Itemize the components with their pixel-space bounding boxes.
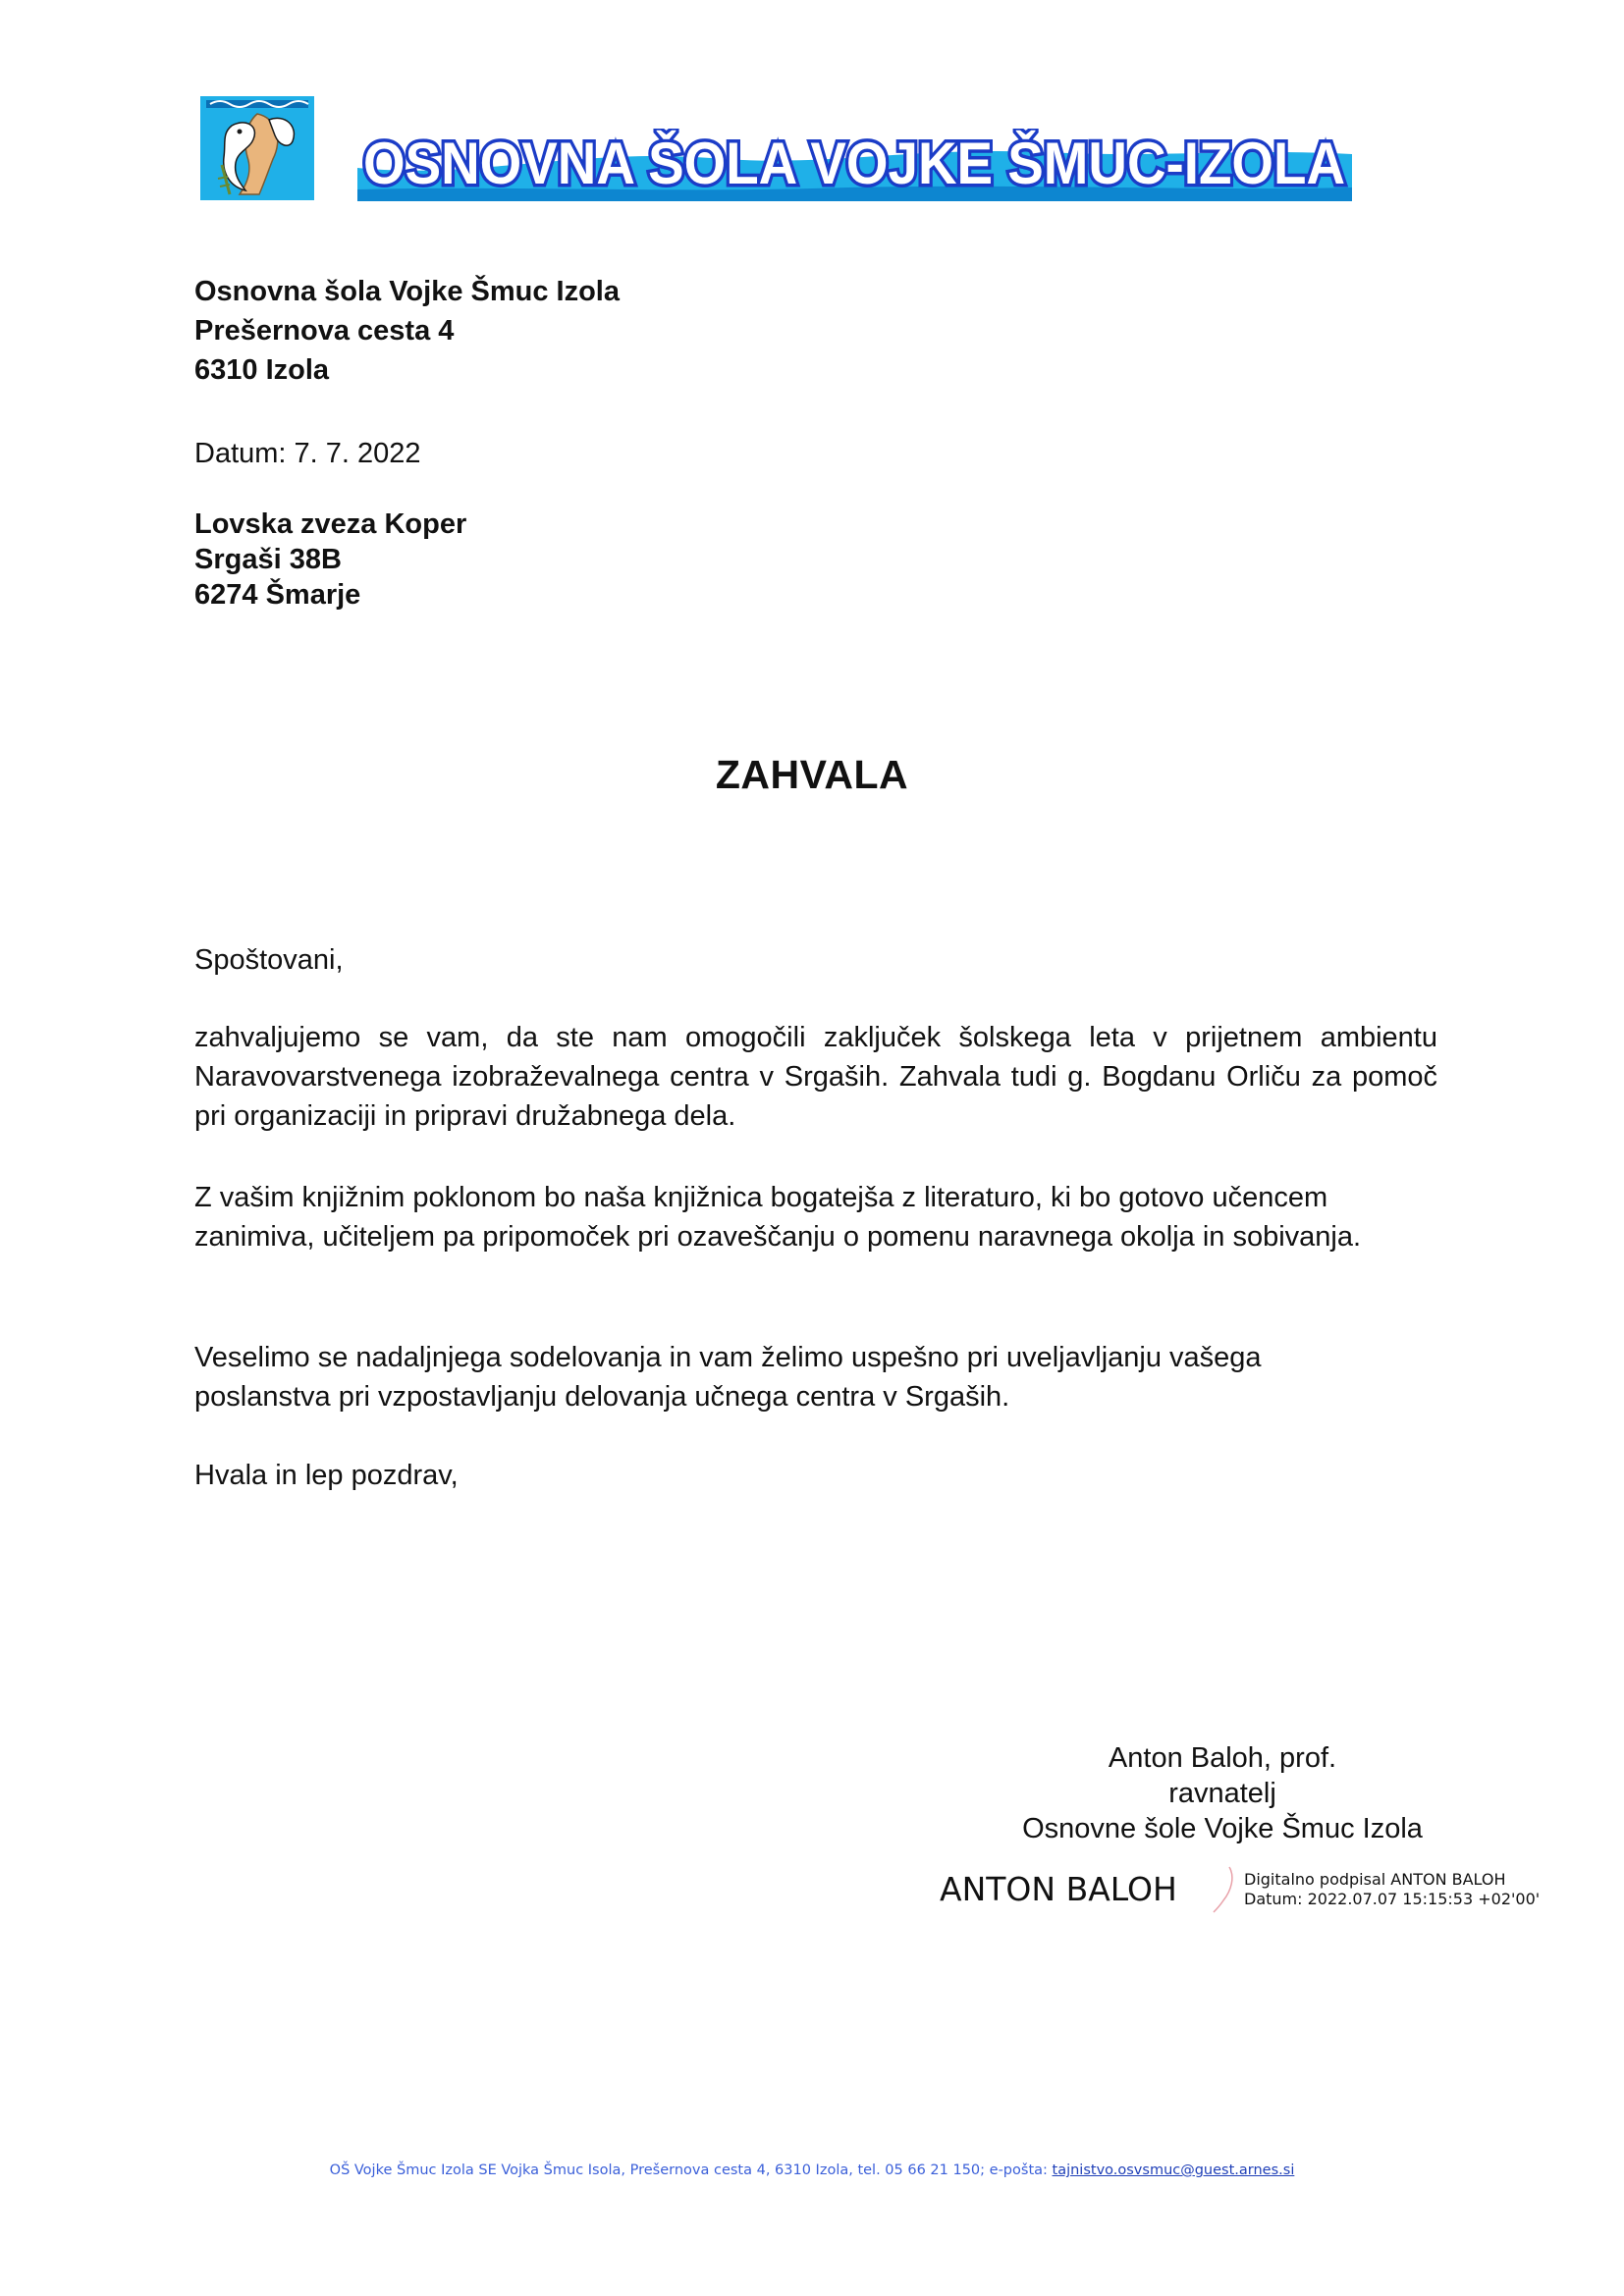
digital-signed-by: Digitalno podpisal ANTON BALOH [1244,1870,1506,1889]
salutation: Spoštovani, [194,944,344,976]
recipient-line: Lovska zveza Koper [194,508,467,540]
body-paragraph [194,1338,1437,1416]
paragraph-line: poslanstva pri vzpostavljanju delovanja učnega centra v Srgaših. [194,1381,1010,1413]
recipient-line: 6274 Šmarje [194,579,361,611]
signer-block [992,1740,1453,1846]
body-paragraph [194,1178,1437,1256]
school-name-banner [357,129,1352,201]
signer-role: ravnatelj [1168,1778,1276,1809]
signer-name: Anton Baloh, prof. [1108,1742,1337,1774]
sender-address [194,272,620,390]
banner-text: OSNOVNA ŠOLA VOJKE ŠMUC-IZOLA [363,131,1345,196]
signature-stroke-icon [1212,1865,1237,1914]
digital-signature-info [1244,1870,1540,1909]
sender-line: 6310 Izola [194,354,330,386]
sender-line: Osnovna šola Vojke Šmuc Izola [194,276,620,307]
closing-line: Hvala in lep pozdrav, [194,1460,459,1491]
body-paragraph: zahvaljujemo se vam, da ste nam omogočili zaključek šolskega leta v prijetnem ambientu Naravovarstvenega izobraževalnega centra v Srgaših. Zahvala tudi g. Bogdanu Orliču za pomoč pri organizaciji in pripravi družabnega dela. [194,1022,1437,1132]
paragraph-line: zanimiva, učiteljem pa pripomoček pri ozaveščanju o pomenu naravnega okolja in sobivanja. [194,1221,1362,1253]
letter-title: ZAHVALA [715,752,909,797]
paragraph-line: Veselimo se nadaljnjega sodelovanja in vam želimo uspešno pri uveljavljanju vašega [194,1342,1262,1373]
footer [0,2163,1624,2178]
digital-signature-name: ANTON BALOH [940,1870,1177,1908]
recipient-address [194,507,466,613]
paragraph-line: Z vašim knjižnim poklonom bo naša knjižnica bogatejša z literaturo, ki bo gotovo učencem [194,1182,1328,1213]
signer-institution: Osnovne šole Vojke Šmuc Izola [1022,1813,1423,1844]
footer-text: OŠ Vojke Šmuc Izola SE Vojka Šmuc Isola, Prešernova cesta 4, 6310 Izola, tel. 05 66 21 150; e-pošta: [329,2163,1053,2178]
letter-date: Datum: 7. 7. 2022 [194,438,421,469]
recipient-line: Srgaši 38B [194,544,342,575]
sender-line: Prešernova cesta 4 [194,315,455,347]
digital-signed-date: Datum: 2022.07.07 15:15:53 +02'00' [1244,1890,1541,1908]
footer-email-link[interactable]: tajnistvo.osvsmuc@guest.arnes.si [1052,2163,1295,2178]
school-logo-icon [200,96,314,200]
